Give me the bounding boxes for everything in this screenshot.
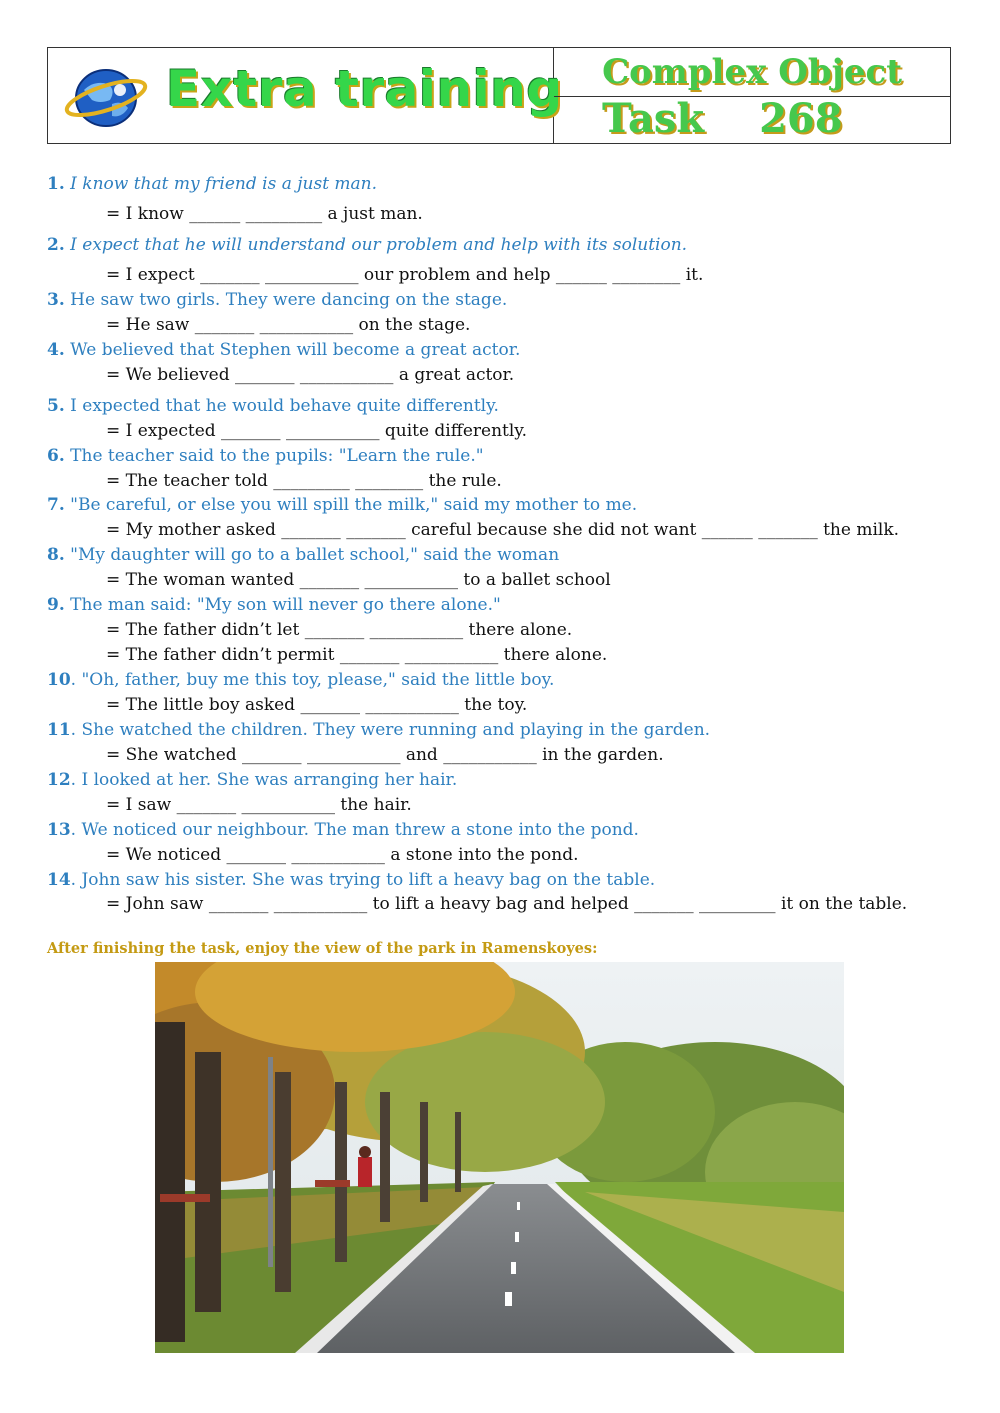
title-cell xyxy=(554,48,950,97)
exercise-11-question: 11. She watched the children. They were running and playing in the garden. xyxy=(47,720,711,740)
exercise-8-answer: = The woman wanted _______ ___________ to a ballet school xyxy=(106,570,611,590)
exercise-6-question: 6. The teacher said to the pupils: "Learn the rule." xyxy=(47,446,484,466)
exercise-8-question: 8. "My daughter will go to a ballet school," said the woman xyxy=(47,545,560,565)
exercise-7-answer: = My mother asked _______ _______ careful because she did not want ______ _______ the milk. xyxy=(106,520,900,540)
exercise-2-question: 2. I expect that he will understand our problem and help with its solution. xyxy=(47,235,688,255)
exercise-3-answer: = He saw _______ ___________ on the stage. xyxy=(106,315,471,335)
exercise-5-answer: = I expected _______ ___________ quite differently. xyxy=(106,421,528,441)
exercise-7-question: 7. "Be careful, or else you will spill the milk," said my mother to me. xyxy=(47,495,638,515)
exercise-5-question: 5. I expected that he would behave quite differently. xyxy=(47,396,499,416)
task-cell xyxy=(554,97,950,143)
exercise-10-answer: = The little boy asked _______ ___________ the toy. xyxy=(106,695,528,715)
exercise-9-answer-2: = The father didn’t permit _______ ___________ there alone. xyxy=(106,645,608,665)
worksheet-header xyxy=(47,47,951,144)
park-photo xyxy=(155,962,844,1353)
brand-cell xyxy=(48,48,563,143)
exercise-14-question: 14. John saw his sister. She was trying to lift a heavy bag on the table. xyxy=(47,870,656,890)
exercise-4-answer: = We believed _______ ___________ a great actor. xyxy=(106,365,515,385)
globe-icon xyxy=(64,60,148,132)
exercise-13-question: 13. We noticed our neighbour. The man threw a stone into the pond. xyxy=(47,820,639,840)
exercise-2-answer: = I expect _______ ___________ our problem and help ______ ________ it. xyxy=(106,265,704,285)
exercise-13-answer: = We noticed _______ ___________ a stone into the pond. xyxy=(106,845,579,865)
brand-text: Extra training xyxy=(166,60,563,118)
exercise-10-question: 10. "Oh, father, buy me this toy, please," said the little boy. xyxy=(47,670,555,690)
exercise-9-answer-1: = The father didn’t let _______ ___________ there alone. xyxy=(106,620,573,640)
exercise-12-question: 12. I looked at her. She was arranging her hair. xyxy=(47,770,458,790)
footer-note: After finishing the task, enjoy the view of the park in Ramenskoyes: xyxy=(47,940,598,957)
exercise-12-answer: = I saw _______ ___________ the hair. xyxy=(106,795,412,815)
exercise-11-answer: = She watched _______ ___________ and ___________ in the garden. xyxy=(106,745,664,765)
task-title xyxy=(602,95,843,142)
exercise-1-answer: = I know ______ _________ a just man. xyxy=(106,204,423,224)
exercise-4-question: 4. We believed that Stephen will become a great actor. xyxy=(47,340,521,360)
exercise-14-answer: = John saw _______ ___________ to lift a heavy bag and helped _______ _________ it on the table. xyxy=(106,894,908,914)
exercise-9-question: 9. The man said: "My son will never go there alone." xyxy=(47,595,501,615)
task-label: Task xyxy=(602,95,705,142)
exercise-6-answer: = The teacher told _________ ________ the rule. xyxy=(106,471,502,491)
task-number: 268 xyxy=(759,95,843,142)
exercise-1-question: 1. I know that my friend is a just man. xyxy=(47,174,378,194)
exercise-3-question: 3. He saw two girls. They were dancing on the stage. xyxy=(47,290,508,310)
topic-title: Complex Object xyxy=(602,52,902,92)
